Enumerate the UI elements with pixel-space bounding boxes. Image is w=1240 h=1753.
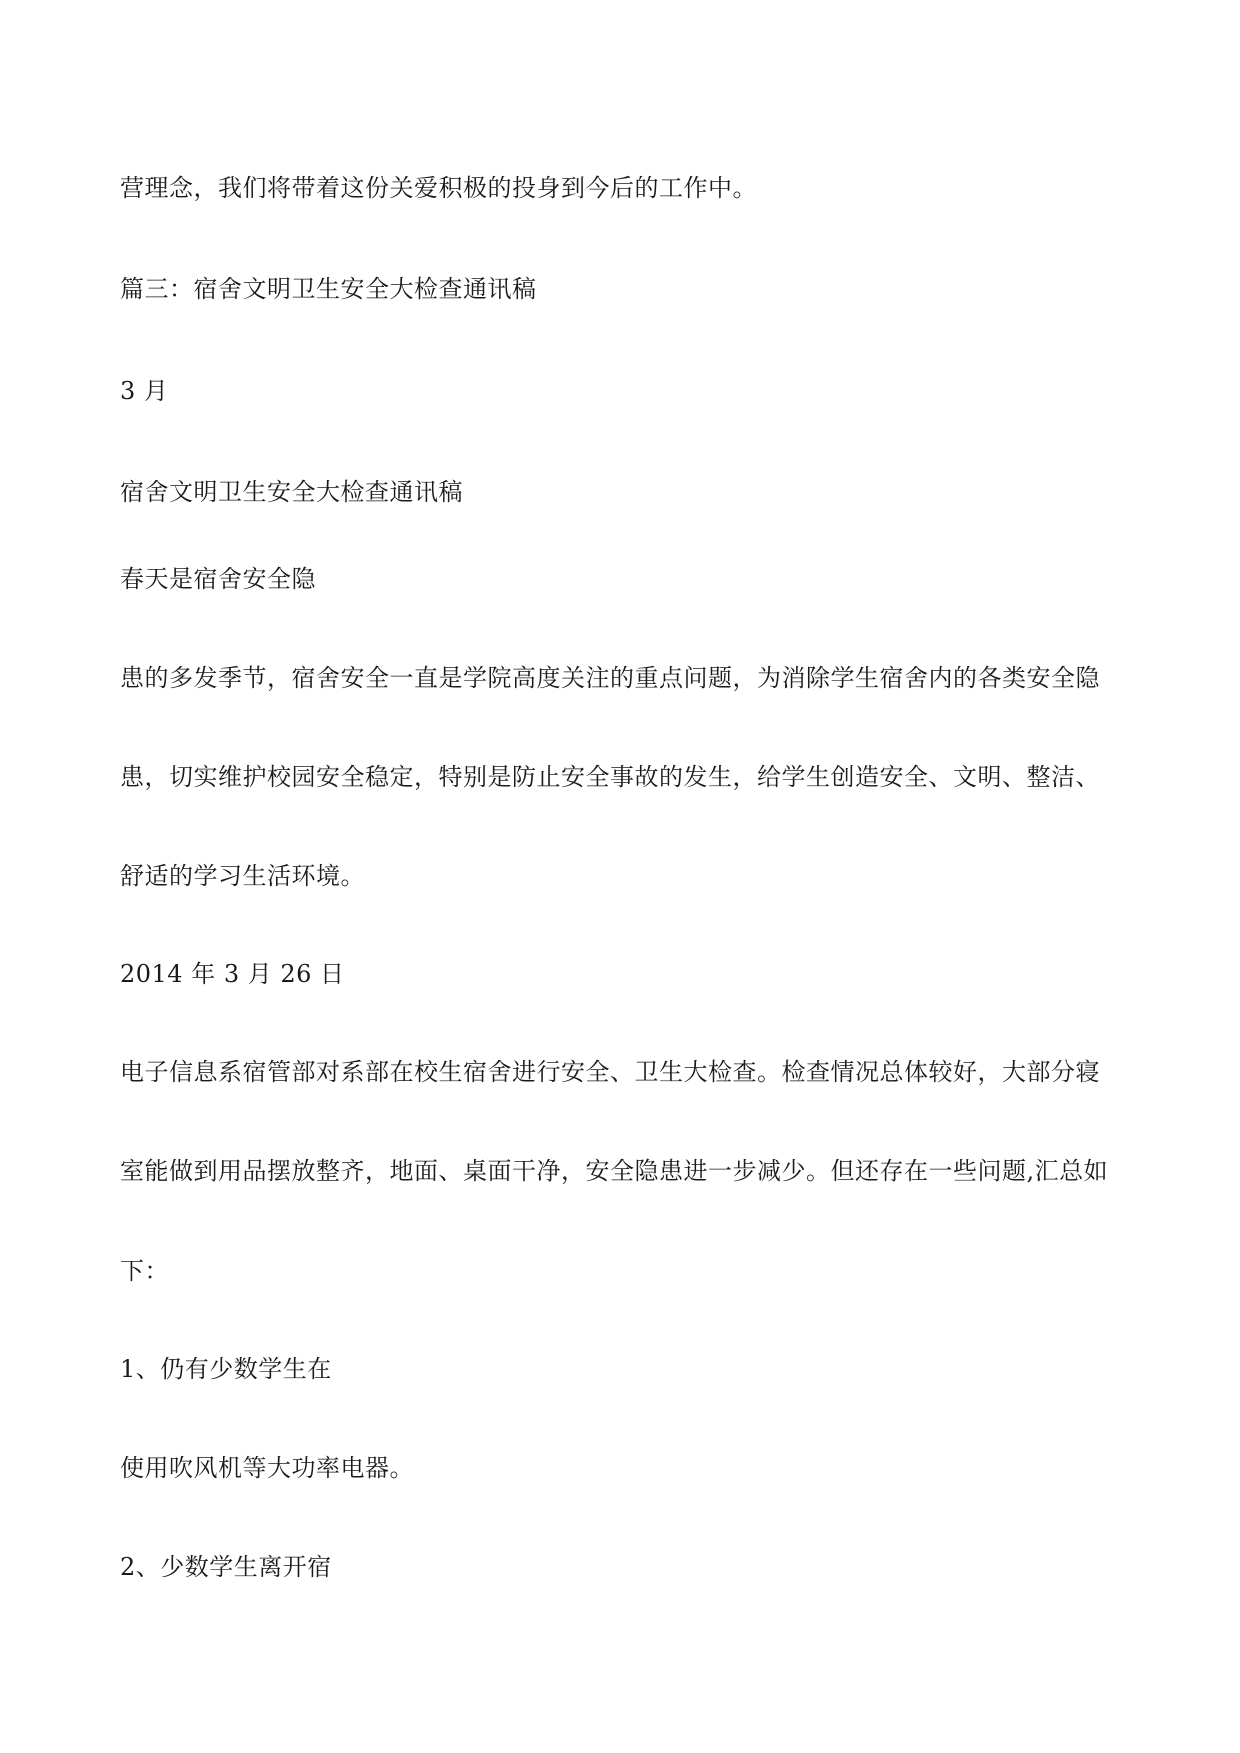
text-line-7: 患，切实维护校园安全稳定，特别是防止安全事故的发生，给学生创造安全、文明、整洁、 [120,763,1100,791]
text-line-12: 下： [120,1257,169,1285]
section-heading: 篇三：宿舍文明卫生安全大检查通讯稿 [120,275,537,303]
text-line-month: 3 月 [120,377,169,405]
text-line-10: 电子信息系宿管部对系部在校生宿舍进行安全、卫生大检查。检查情况总体较好，大部分寝 [120,1058,1100,1086]
article-title: 宿舍文明卫生安全大检查通讯稿 [120,478,463,506]
list-item-2-start: 2、少数学生离开宿 [120,1553,332,1581]
list-item-1-start: 1、仍有少数学生在 [120,1355,332,1383]
text-line-5: 春天是宿舍安全隐 [120,565,316,593]
text-line-6: 患的多发季节，宿舍安全一直是学院高度关注的重点问题，为消除学生宿舍内的各类安全隐 [120,664,1100,692]
list-item-1-end: 使用吹风机等大功率电器。 [120,1454,414,1482]
text-line-11: 室能做到用品摆放整齐，地面、桌面干净，安全隐患进一步减少。但还存在一些问题,汇总如 [120,1157,1109,1185]
text-line-1: 营理念，我们将带着这份关爱积极的投身到今后的工作中。 [120,174,757,202]
text-line-8: 舒适的学习生活环境。 [120,862,365,890]
date-line: 2014 年 3 月 26 日 [120,960,345,988]
